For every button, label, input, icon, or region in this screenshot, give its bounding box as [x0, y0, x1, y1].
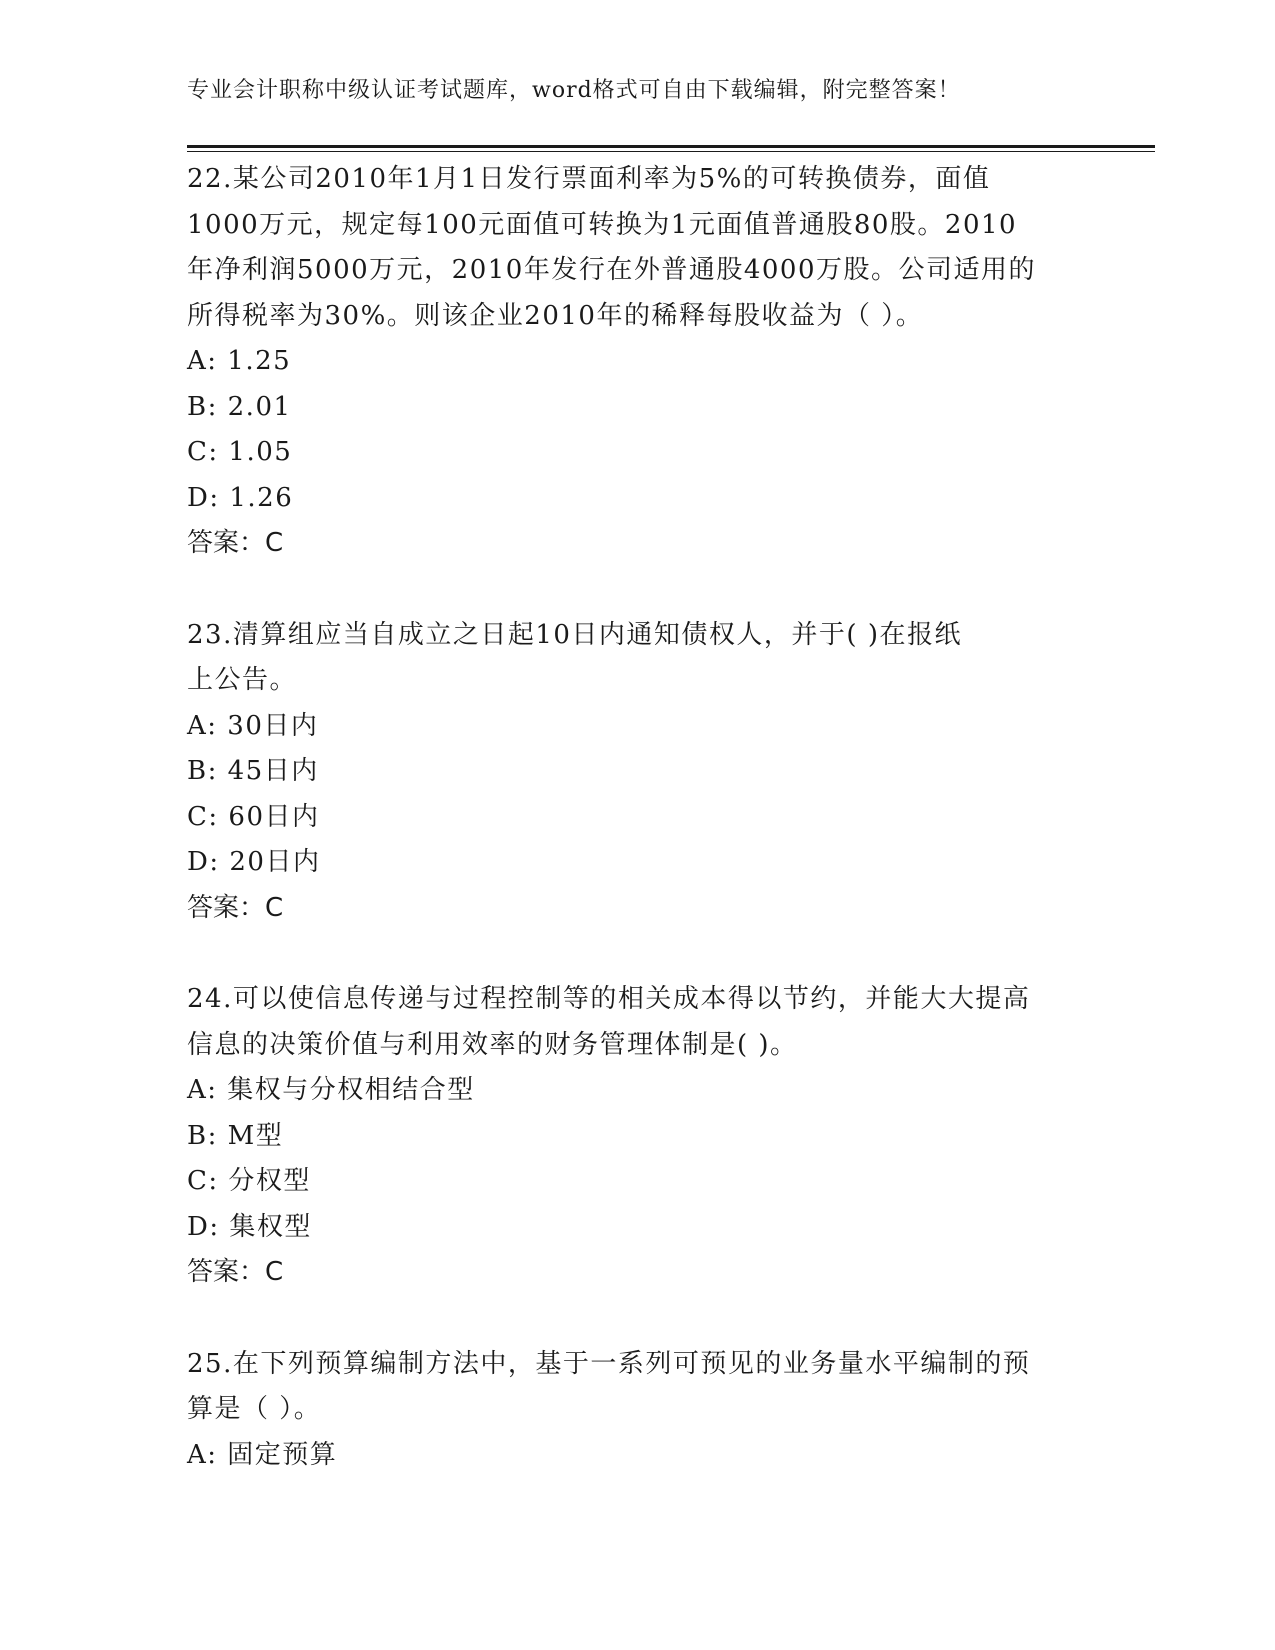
question-stem-line: 23.清算组应当自成立之日起10日内通知债权人，并于( )在报纸: [187, 619, 962, 650]
question-25: [187, 1342, 1087, 1479]
header-rule-thin: [187, 151, 1155, 152]
question-24: [187, 977, 1087, 1296]
option-a: A: 固定预算: [187, 1439, 338, 1470]
question-22: [187, 157, 1087, 567]
option-a: A: 1.25: [187, 346, 292, 376]
option-c: C: 60日内: [187, 801, 320, 832]
question-stem-line: 25.在下列预算编制方法中，基于一系列可预见的业务量水平编制的预: [187, 1348, 1031, 1379]
question-stem-line: 所得税率为30%。则该企业2010年的稀释每股收益为（ ）。: [187, 300, 924, 331]
question-spacer: [187, 931, 1087, 977]
answer-label: 答案：C: [187, 1257, 284, 1287]
question-stem-line: 1000万元，规定每100元面值可转换为1元面值普通股80股。2010: [187, 209, 1018, 240]
option-c: C: 分权型: [187, 1166, 311, 1196]
answer-label: 答案：C: [187, 528, 284, 558]
page-header: 专业会计职称中级认证考试题库，word格式可自由下载编辑，附完整答案！: [187, 78, 961, 103]
option-a: A: 集权与分权相结合型: [187, 1075, 475, 1105]
header-rule-thick: [187, 145, 1155, 148]
question-stem-line: 信息的决策价值与利用效率的财务管理体制是( )。: [187, 1029, 798, 1060]
option-c: C: 1.05: [187, 437, 293, 467]
question-stem-line: 算是（ ）。: [187, 1394, 322, 1424]
option-d: D: 1.26: [187, 482, 294, 513]
question-stem-line: 年净利润5000万元，2010年发行在外普通股4000万股。公司适用的: [187, 255, 1037, 285]
answer-label: 答案：C: [187, 892, 284, 923]
question-list: [187, 157, 1087, 1478]
question-spacer: [187, 567, 1087, 613]
option-a: A: 30日内: [187, 710, 319, 741]
question-spacer: [187, 1296, 1087, 1342]
option-b: B: M型: [187, 1120, 284, 1151]
option-d: D: 集权型: [187, 1211, 312, 1242]
question-stem-line: 24.可以使信息传递与过程控制等的相关成本得以节约，并能大大提高: [187, 984, 1031, 1014]
question-23: [187, 613, 1087, 932]
option-d: D: 20日内: [187, 847, 321, 877]
question-stem-line: 上公告。: [187, 665, 298, 695]
option-b: B: 2.01: [187, 391, 292, 422]
question-stem-line: 22.某公司2010年1月1日发行票面利率为5%的可转换债券，面值: [187, 164, 991, 194]
option-b: B: 45日内: [187, 756, 319, 786]
